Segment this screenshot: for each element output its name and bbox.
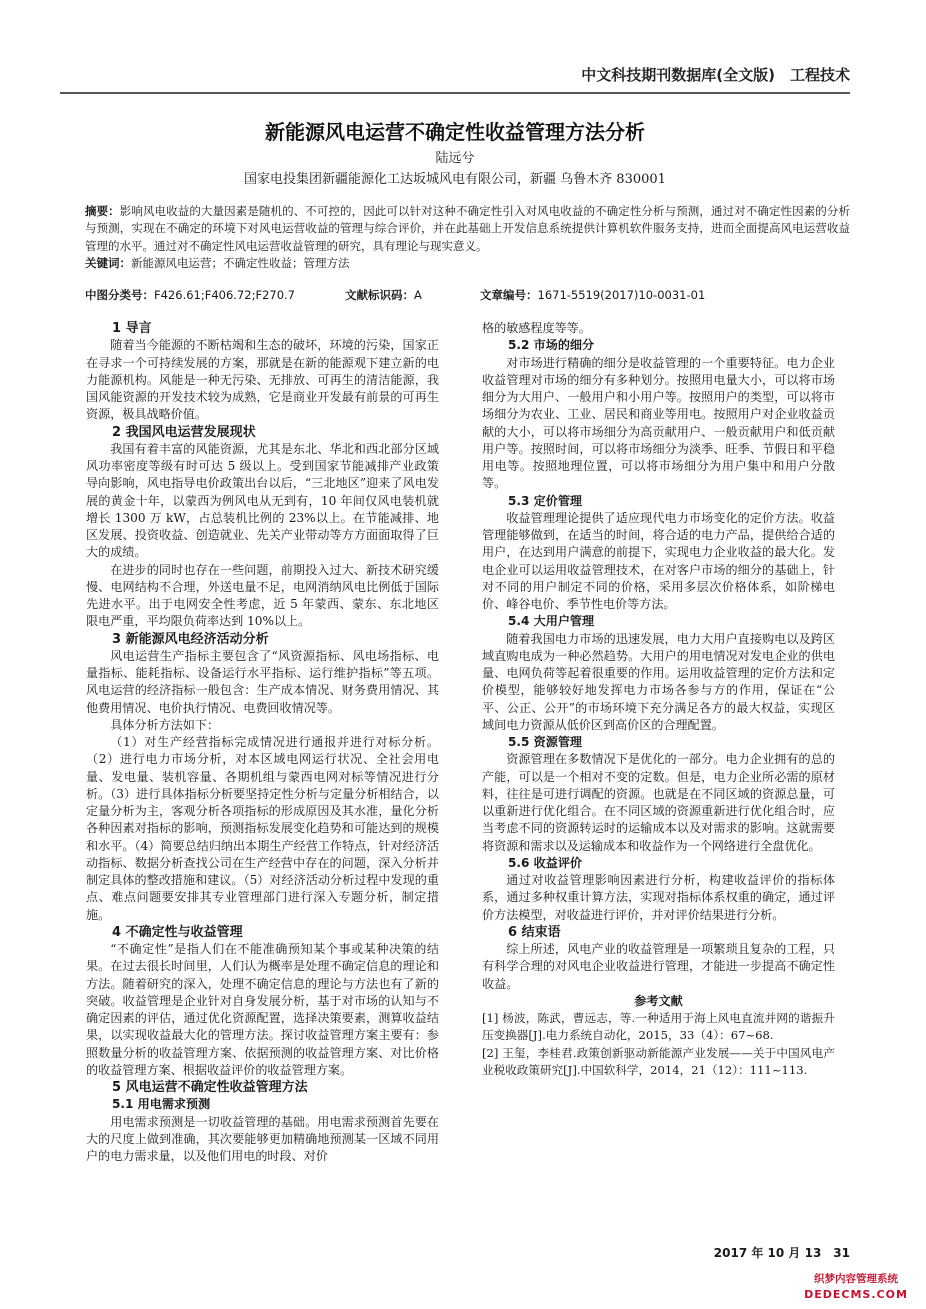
- subsection-heading: 5.4 大用户管理: [508, 614, 595, 629]
- page-footer: 2017 年 10 月 13 31: [713, 1246, 850, 1260]
- paragraph: 在进步的同时也存在一些问题，前期投入过大、新技术研究缓慢、电网结构不合理，外送电量不足，电网消纳风电比例低于国际先进水平。出于电网安全性考虑，近 5 年蒙西、蒙东、东北地区限电严重，平均限负荷率达到 10%以上。: [86, 562, 439, 629]
- article-affiliation: 国家电投集团新疆能源化工达坂城风电有限公司，新疆 乌鲁木齐 830001: [244, 172, 666, 187]
- section-heading: 2 我国风电运营发展现状: [112, 424, 256, 440]
- doc-value: A: [414, 288, 422, 302]
- watermark-logo: [796, 1272, 916, 1302]
- abstract-paragraph: [85, 203, 850, 255]
- header-rule: [60, 92, 850, 94]
- paragraph: 收益管理理论提供了适应现代电力市场变化的定价方法。收益管理能够做到，在适当的时间，将合适的电力产品，提供给合适的用户，在达到用户满意的前提下，实现电力企业收益的最大化。发电企业可以运用收益管理技术，在对客户市场的细分的基础上，针对不同的用户制定不同的价格，采用多层次价格体系，如阶梯电价、峰谷电价、季节性电价等方法。: [482, 510, 835, 611]
- article-no-label: 文章编号：: [480, 288, 538, 302]
- paragraph: 对市场进行精确的细分是收益管理的一个重要特征。电力企业收益管理对市场的细分有多种划分。按照用电量大小，可以将市场细分为大用户、一般用户和小用户等。按照用户的类型，可以将市场细分为农业、工业、居民和商业等用电。按照用户对企业收益贡献的大小，可以将市场细分为高贡献用户、一般贡献用户和低贡献用户等。按照时间，可以将市场细分为淡季、旺季、节假日和平稳用电等。按照地理位置，可以将市场细分为用户集中和用户分散等。: [482, 355, 835, 491]
- doc-label: 文献标识码：: [345, 288, 414, 302]
- subsection-heading: 5.2 市场的细分: [508, 338, 595, 353]
- clc-number: [85, 287, 295, 303]
- keywords: [85, 255, 850, 272]
- subsection-heading: 5.1 用电需求预测: [112, 1097, 211, 1112]
- clc-value: F426.61;F406.72;F270.7: [154, 288, 295, 302]
- paragraph: 格的敏感程度等等。: [482, 321, 591, 335]
- paragraph: 随着当今能源的不断枯竭和生态的破坏，环境的污染，国家正在寻求一个可持续发展的方案，那就是在新的能源观下建立新的电力能源机构。风能是一种无污染、无排放、可再生的清洁能源，我国风能资源的开发技术较为成熟，它是商业开发最有前景的可再生资源，极具战略价值。: [86, 338, 439, 422]
- paragraph: 随着我国电力市场的迅速发展，电力大用户直接购电以及跨区域直购电成为一种必然趋势。大用户的用电情况对发电企业的供电量、电网负荷等起着很重要的作用。运用收益管理的定价方法和定价模型，能够较好地发挥电力市场各参与方的作用，保证在“公平、公正、公开”的市场环境下充分满足各方的最大权益，实现区域间电力资源从低价区到高价区的合理配置。: [482, 631, 835, 732]
- abstract-label: 摘要：: [85, 204, 120, 218]
- abstract-text: 影响风电收益的大量因素是随机的、不可控的，因此可以针对这种不确定性引入对风电收益的不确定性分析与预测，通过对不确定性因素的分析与预测，实现在不确定的环境下对风电运营收益的管理与综合评价，并在此基础上开发信息系统提供计算机软件服务支持，进而全面提高风电运营收益管理的水平。通过对不确定性风电运营收益管理的研究，具有理论与现实意义。: [85, 204, 850, 253]
- right-column: [482, 320, 835, 1220]
- section-heading: 1 导言: [112, 321, 152, 336]
- paragraph: “不确定性”是指人们在不能准确预知某个事或某种决策的结果。在过去很长时间里，人们认为概率是处理不确定信息的理论和方法。随着研究的深入，处理不确定信息的理论与方法也有了新的突破。收益管理是企业针对自身发展分析，基于对市场的认知与不确定因素的评估，通过优化资源配置，选择决策要素，测算收益结果，以实现收益最大化的管理方法。探讨收益管理方案主要有：参照数量分析的收益管理方案、依据预测的收益管理方案、对比价格的收益管理方案、根据收益评价的收益管理方案。: [86, 942, 439, 1077]
- watermark-line-1: 织梦内容管理系统: [814, 1273, 898, 1285]
- paragraph: 综上所述，风电产业的收益管理是一项繁琐且复杂的工程，只有科学合理的对风电企业收益进行管理，才能进一步提高不确定性收益。: [482, 942, 835, 991]
- section-heading: 4 不确定性与收益管理: [112, 924, 243, 940]
- clc-label: 中图分类号：: [85, 288, 154, 302]
- left-column: [86, 320, 439, 1220]
- paragraph: 通过对收益管理影响因素进行分析，构建收益评价的指标体系，通过多种权重计算方法，实现对指标体系权重的确定，通过评价方法模型，对收益进行评价，并对评价结果进行分析。: [482, 873, 835, 922]
- paragraph: （1）对生产经营指标完成情况进行通报并进行对标分析。（2）进行电力市场分析，对本区域电网运行状况、全社会用电量、发电量、装机容量、各期机组与蒙西电网对标等情况进行分析。（3）进行具体指标分析要坚持定性分析与定量分析相结合，以定量分析为主，客观分析各项指标的形成原因及其水准，量化分析各种因素对指标的影响，预测指标发展变化趋势和可能达到的规模和水平。（4）简要总结归纳出本期生产经营工作特点，针对经济活动指标、数据分析查找公司在生产经营中存在的问题，深入分析并制定具体的整改措施和建议。（5）对经济活动分析过程中发现的重点、难点问题要安排其专业管理部门进行深入专题分析，制定措施。: [86, 735, 439, 922]
- subsection-heading: 5.5 资源管理: [508, 735, 583, 749]
- keywords-text: 新能源风电运营；不确定性收益；管理方法: [131, 255, 350, 270]
- paragraph: 具体分析方法如下：: [110, 717, 220, 732]
- references-title: 参考文献: [634, 993, 683, 1008]
- paragraph: 我国有着丰富的风能资源，尤其是东北、华北和西北部分区域风功率密度等级有时可达 5 级以上。受到国家节能减排产业政策导向影响，风电指导电价政策出台以后，“三北地区”迎来了风电发展的黄金十年，以蒙西为例风电从无到有，10 年间仅风电装机就增长 1300 万 kW，占总装机比例的 23%以上。在节能减排、地区发展、投资收益、创造就业、先关产业带动等方方面面取得了巨大的成绩。: [86, 441, 439, 560]
- section-heading: 5 风电运营不确定性收益管理方法: [112, 1080, 308, 1095]
- subsection-heading: 5.6 收益评价: [508, 855, 583, 870]
- section-heading: 3 新能源风电经济活动分析: [112, 631, 269, 647]
- watermark-line-2: DEDECMS.COM: [804, 1288, 908, 1301]
- reference-item: [2] 王玺，李桂君.政策创新驱动新能源产业发展——关于中国风电产业税收政策研究[J].中国软科学，2014，21（12）：111~113.: [482, 1045, 835, 1077]
- abstract: [85, 203, 850, 272]
- reference-item: [1] 杨波，陈武，曹远志，等.一种适用于海上风电直流并网的谐振升压变换器[J].电力系统自动化，2015，33（4）：67~68.: [482, 1011, 835, 1043]
- subsection-heading: 5.3 定价管理: [508, 493, 583, 508]
- article-no-value: 1671-5519(2017)10-0031-01: [537, 288, 706, 302]
- section-heading: 6 结束语: [508, 924, 561, 940]
- article-title: 新能源风电运营不确定性收益管理方法分析: [265, 120, 645, 144]
- paragraph: 用电需求预测是一切收益管理的基础。用电需求预测首先要在大的尺度上做到准确，其次要能够更加精确地预测某一区域不同用户的电力需求量，以及他们用电的时段、对价: [86, 1114, 439, 1163]
- article-number: [480, 287, 705, 303]
- article-author: 陆远兮: [435, 151, 475, 166]
- keywords-label: 关键词：: [85, 255, 131, 270]
- journal-header: 中文科技期刊数据库(全文版) 工程技术: [581, 66, 850, 84]
- paragraph: 资源管理在多数情况下是优化的一部分。电力企业拥有的总的产能，可以是一个相对不变的定数。但是，电力企业所必需的原材料，往往是可进行调配的资源。也就是在不同区域的资源总量，可以重新进行优化组合。在不同区域的资源重新进行优化组合时，应当考虑不同的资源转运时的运输成本以及对需求的影响。这就需要将资源和需求以及运输成本和收益作为一个网络进行全盘优化。: [482, 752, 835, 853]
- document-code: [345, 287, 422, 303]
- paragraph: 风电运营生产指标主要包含了“风资源指标、风电场指标、电量指标、能耗指标、设备运行水平指标、运行维护指标”等五项。风电运营的经济指标一般包含：生产成本情况、财务费用情况、其他费用情况、电价执行情况、电费回收情况等。: [86, 648, 439, 715]
